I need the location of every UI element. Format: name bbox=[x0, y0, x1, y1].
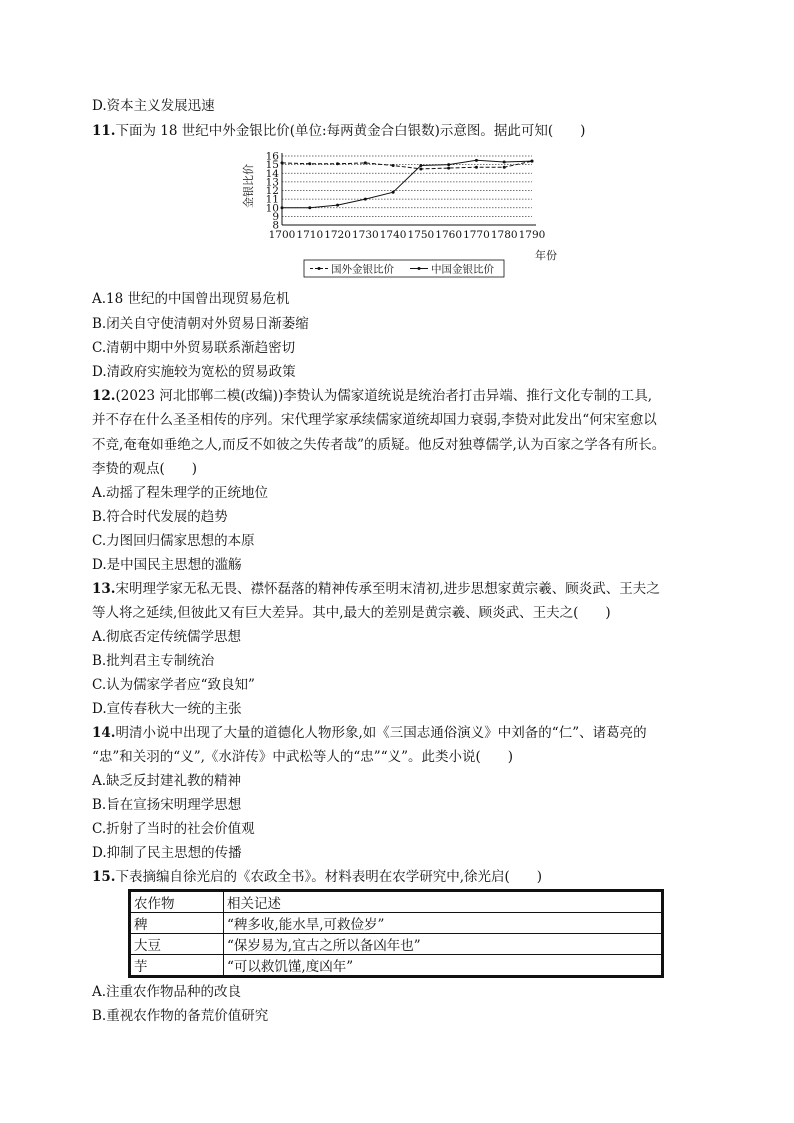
data-point bbox=[503, 161, 506, 164]
legend-marker bbox=[318, 267, 321, 270]
y-tick-label: 12 bbox=[265, 185, 279, 197]
q11-option-c: C.清朝中期中外贸易联系渐趋密切 bbox=[92, 340, 296, 356]
table-cell: 稗 bbox=[130, 913, 224, 934]
data-point bbox=[475, 166, 478, 169]
question-11-stem bbox=[92, 122, 585, 140]
y-tick-label: 11 bbox=[265, 193, 279, 206]
q14-option-a: A.缺乏反封建礼教的精神 bbox=[92, 773, 242, 789]
x-tick-label: 1770 bbox=[463, 229, 490, 241]
table-cell: “稗多收,能水旱,可救俭岁” bbox=[224, 913, 663, 934]
question-13-text: 宋明理学家无私无畏、襟怀磊落的精神传承至明末清初,进步思想家黄宗羲、顾炎武、王夫之 bbox=[115, 581, 660, 597]
data-point bbox=[364, 198, 367, 201]
table-cell: “保岁易为,宜古之所以备凶年也” bbox=[224, 934, 663, 955]
data-point bbox=[336, 204, 339, 207]
x-tick-label: 1780 bbox=[490, 229, 518, 241]
y-tick-label: 13 bbox=[265, 176, 279, 189]
question-12-line-1 bbox=[92, 387, 652, 405]
question-13-line-2: 等人将之延续,但彼此又有巨大差异。其中,最大的差别是黄宗羲、顾炎武、王夫之( ) bbox=[92, 605, 611, 621]
table-cell: 芋 bbox=[130, 955, 224, 977]
q12-option-a: A.动摇了程朱理学的正统地位 bbox=[92, 485, 269, 501]
x-axis-label: 年份 bbox=[535, 249, 557, 262]
y-tick-label: 16 bbox=[265, 150, 279, 163]
q13-option-d: D.宣传春秋大一统的主张 bbox=[92, 701, 242, 717]
question-14-text: 明清小说中出现了大量的道德化人物形象,如《三国志通俗演义》中刘备的“仁”、诸葛亮的 bbox=[115, 725, 647, 741]
q11-option-a: A.18 世纪的中国曾出现贸易危机 bbox=[92, 291, 290, 307]
q14-option-d: D.抑制了民主思想的传播 bbox=[92, 845, 242, 861]
table-header-cell: 相关记述 bbox=[224, 891, 663, 913]
q13-option-a: A.彻底否定传统儒学思想 bbox=[92, 629, 242, 645]
y-tick-label: 8 bbox=[272, 219, 279, 232]
question-12-line-2: 并不存在什么圣圣相传的序列。宋代理学家承续儒家道统却国力衰弱,李贽对此发出“何宋室愈以 bbox=[92, 412, 657, 428]
y-tick-label: 10 bbox=[265, 202, 279, 215]
chart-legend bbox=[304, 260, 504, 277]
data-point bbox=[364, 161, 367, 164]
q15-option-a: A.注重农作物品种的改良 bbox=[92, 984, 242, 1000]
y-tick-label: 14 bbox=[265, 167, 279, 180]
question-15-text: 下表摘编自徐光启的《农政全书》。材料表明在农学研究中,徐光启( ) bbox=[115, 869, 543, 885]
question-13-line-1 bbox=[92, 580, 660, 598]
table-cell: “可以救饥馑,度凶年” bbox=[224, 955, 663, 977]
question-14-number: 14. bbox=[92, 725, 116, 741]
question-14-line-2: “忠”和关羽的“义”,《水浒传》中武松等人的“忠”“义”。此类小说( ) bbox=[92, 749, 514, 765]
y-tick-label: 9 bbox=[272, 210, 279, 223]
q13-option-b: B.批判君主专制统治 bbox=[92, 653, 215, 669]
q12-option-d: D.是中国民主思想的滥觞 bbox=[92, 557, 242, 573]
data-point bbox=[475, 159, 478, 162]
q12-option-b: B.符合时代发展的趋势 bbox=[92, 509, 228, 525]
question-12-number: 12. bbox=[92, 388, 116, 404]
data-point bbox=[531, 160, 534, 163]
q15-option-b: B.重视农作物的备荒价值研究 bbox=[92, 1008, 269, 1024]
data-point bbox=[281, 206, 284, 209]
question-15-number: 15. bbox=[92, 869, 116, 885]
table-row bbox=[130, 955, 663, 977]
q12-option-c: C.力图回归儒家思想的本原 bbox=[92, 533, 255, 549]
data-point bbox=[308, 162, 311, 165]
table-row bbox=[130, 913, 663, 934]
q11-option-b: B.闭关自守使清朝对外贸易日渐萎缩 bbox=[92, 316, 309, 332]
y-tick-label: 15 bbox=[265, 159, 279, 172]
crop-table bbox=[128, 889, 664, 978]
question-13-number: 13. bbox=[92, 581, 116, 597]
question-12-line-4: 李贽的观点( ) bbox=[92, 461, 198, 477]
x-tick-label: 1710 bbox=[296, 229, 324, 241]
table-header-cell: 农作物 bbox=[130, 891, 224, 913]
data-point bbox=[419, 167, 422, 170]
legend-marker bbox=[418, 267, 421, 270]
x-tick-label: 1790 bbox=[518, 229, 546, 241]
q11-option-d: D.清政府实施较为宽松的贸易政策 bbox=[92, 364, 296, 380]
q14-option-b: B.旨在宣扬宋明理学思想 bbox=[92, 797, 242, 813]
table-row bbox=[130, 934, 663, 955]
legend-label: 中国金银比价 bbox=[431, 263, 494, 276]
legend-label: 国外金银比价 bbox=[331, 263, 394, 276]
data-point bbox=[419, 164, 422, 167]
q14-option-c: C.折射了当时的社会价值观 bbox=[92, 821, 255, 837]
x-tick-label: 1760 bbox=[435, 229, 463, 241]
q13-option-c: C.认为儒家学者应“致良知” bbox=[92, 677, 255, 693]
question-12-line-3: 不竞,奄奄如垂绝之人,而反不如彼之失传者哉”的质疑。他反对独尊儒学,认为百家之学各有所长。 bbox=[92, 437, 666, 453]
y-axis-label: 金银比价 bbox=[242, 164, 255, 208]
gold-silver-ratio-chart bbox=[240, 146, 560, 281]
data-point bbox=[447, 167, 450, 170]
data-point bbox=[336, 162, 339, 165]
table-header-row bbox=[130, 891, 663, 913]
data-point bbox=[392, 191, 395, 194]
series-line bbox=[282, 161, 532, 169]
data-point bbox=[308, 206, 311, 209]
x-tick-label: 1700 bbox=[268, 229, 296, 241]
x-tick-label: 1750 bbox=[407, 229, 435, 241]
x-tick-label: 1720 bbox=[324, 229, 351, 241]
x-tick-label: 1740 bbox=[379, 229, 407, 241]
chart-series bbox=[281, 159, 534, 209]
data-point bbox=[392, 164, 395, 167]
option-d-q10: D.资本主义发展迅速 bbox=[92, 98, 215, 114]
question-14-line-1 bbox=[92, 724, 647, 742]
question-11-number: 11. bbox=[92, 123, 116, 139]
data-point bbox=[503, 166, 506, 169]
question-15-stem bbox=[92, 868, 542, 886]
data-point bbox=[281, 161, 284, 164]
question-11-text: 下面为 18 世纪中外金银比价(单位:每两黄金合白银数)示意图。据此可知( ) bbox=[115, 123, 586, 139]
data-point bbox=[447, 163, 450, 166]
question-12-text: (2023 河北邯郸二模(改编))李贽认为儒家道统说是统治者打击异端、推行文化专制的工具, bbox=[115, 388, 653, 404]
table-cell: 大豆 bbox=[130, 934, 224, 955]
x-tick-label: 1730 bbox=[351, 229, 379, 241]
